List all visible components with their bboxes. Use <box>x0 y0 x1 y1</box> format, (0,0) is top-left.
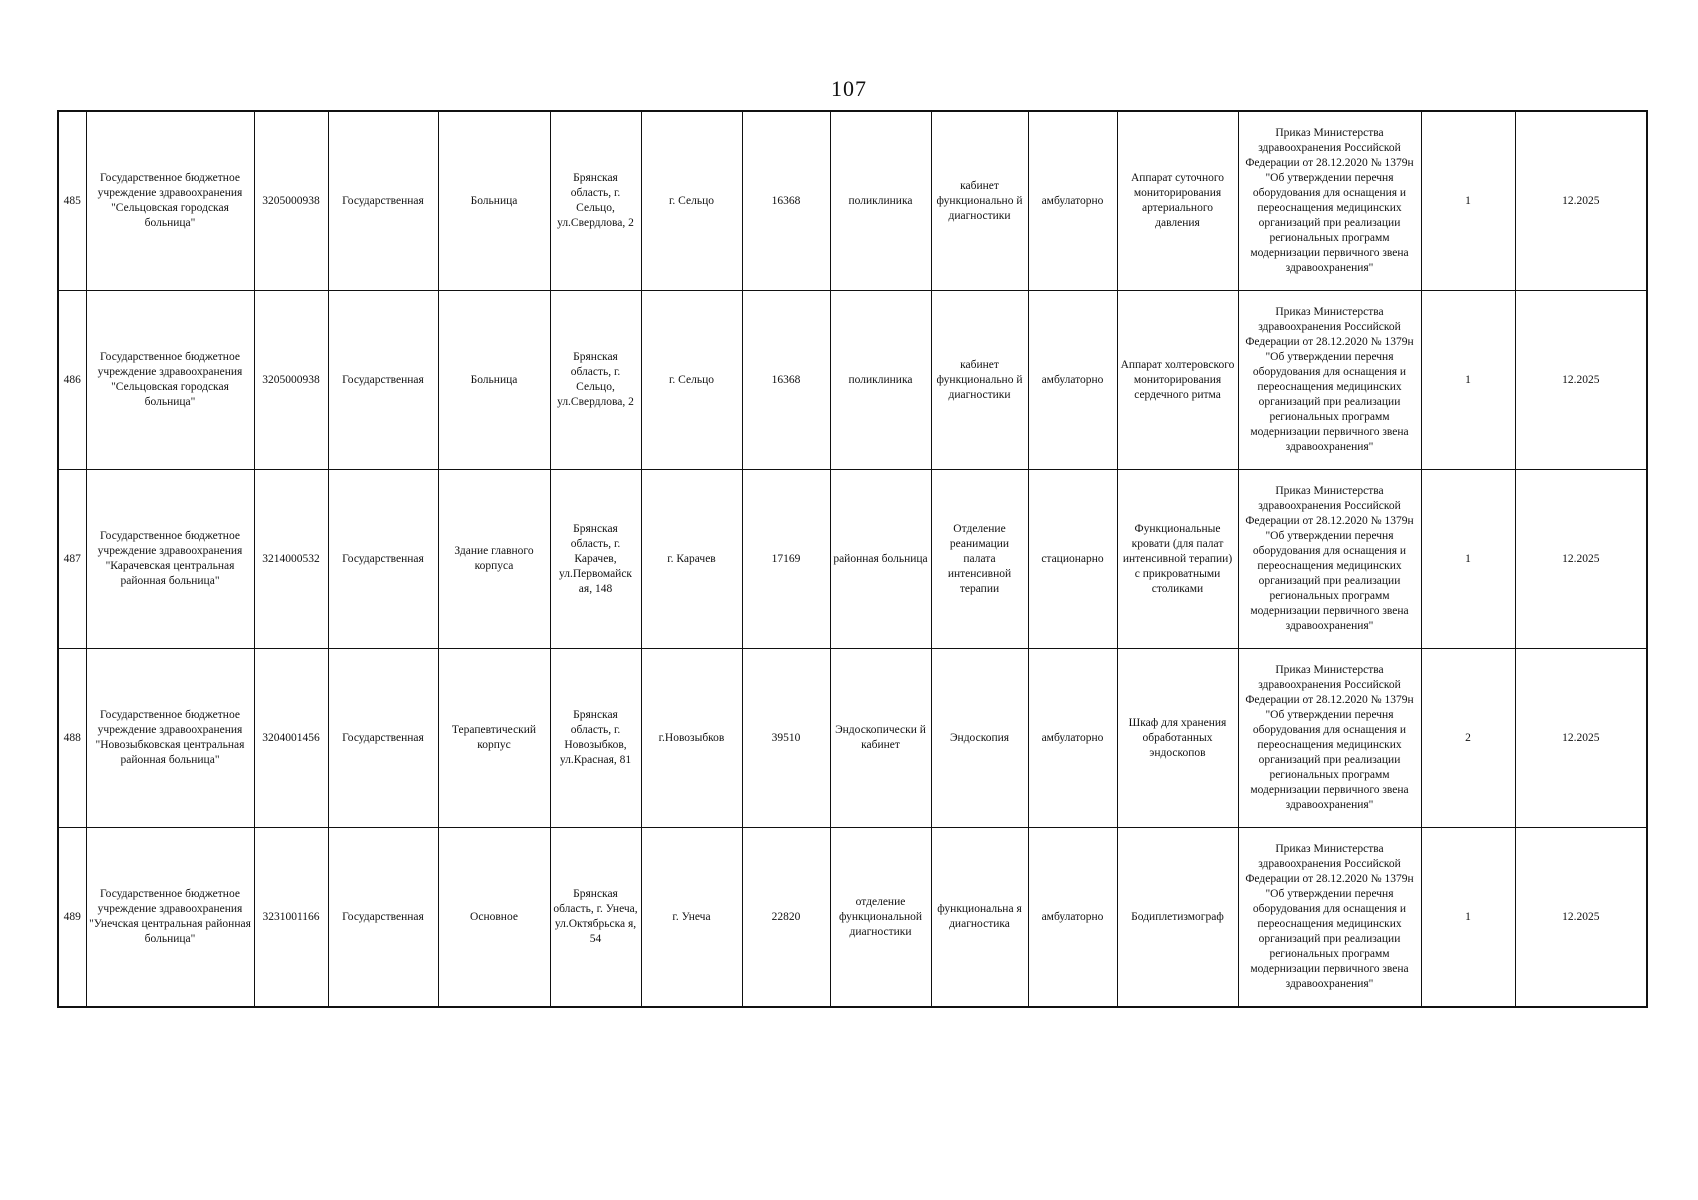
delivery-date: 12.2025 <box>1515 649 1647 828</box>
quantity: 1 <box>1421 470 1515 649</box>
care-form: амбулаторно <box>1028 649 1117 828</box>
institution-name: Государственное бюджетное учреждение здравоохранения "Сельцовская городская больница" <box>86 111 254 291</box>
settlement: г. Карачев <box>641 470 742 649</box>
row-number: 485 <box>58 111 86 291</box>
equipment-registry-table <box>57 110 1648 1008</box>
population: 16368 <box>742 111 830 291</box>
population: 17169 <box>742 470 830 649</box>
quantity: 1 <box>1421 291 1515 470</box>
equipment-name: Шкаф для хранения обработанных эндоскопов <box>1117 649 1238 828</box>
table-row <box>58 828 1647 1008</box>
row-number: 488 <box>58 649 86 828</box>
department: Эндоскопия <box>931 649 1028 828</box>
ownership-form: Государственная <box>328 291 438 470</box>
quantity: 2 <box>1421 649 1515 828</box>
row-number: 486 <box>58 291 86 470</box>
institution-name: Государственное бюджетное учреждение здравоохранения "Карачевская центральная районная больница" <box>86 470 254 649</box>
settlement: г. Сельцо <box>641 291 742 470</box>
quantity: 1 <box>1421 111 1515 291</box>
equipment-name: Бодиплетизмограф <box>1117 828 1238 1008</box>
unit-type: поликлиника <box>830 291 931 470</box>
delivery-date: 12.2025 <box>1515 291 1647 470</box>
ownership-form: Государственная <box>328 828 438 1008</box>
regulatory-order: Приказ Министерства здравоохранения Российской Федерации от 28.12.2020 № 1379н "Об утверждении перечня оборудования для оснащения и переоснащения медицинских организаций при реализации региональных программ модернизации первичного звена здравоохранения" <box>1238 649 1421 828</box>
ownership-form: Государственная <box>328 649 438 828</box>
building-name: Больница <box>438 291 550 470</box>
care-form: амбулаторно <box>1028 828 1117 1008</box>
settlement: г. Унеча <box>641 828 742 1008</box>
building-name: Терапевтический корпус <box>438 649 550 828</box>
institution-name: Государственное бюджетное учреждение здравоохранения "Новозыбковская центральная районная больница" <box>86 649 254 828</box>
unit-type: отделение функциональной диагностики <box>830 828 931 1008</box>
address: Брянская область, г. Унеча, ул.Октябрьска я, 54 <box>550 828 641 1008</box>
settlement: г. Сельцо <box>641 111 742 291</box>
address: Брянская область, г. Сельцо, ул.Свердлова, 2 <box>550 111 641 291</box>
institution-name: Государственное бюджетное учреждение здравоохранения "Унечская центральная районная больница" <box>86 828 254 1008</box>
table-row <box>58 291 1647 470</box>
table-row <box>58 111 1647 291</box>
unit-type: поликлиника <box>830 111 931 291</box>
equipment-name: Аппарат холтеровского мониторирования сердечного ритма <box>1117 291 1238 470</box>
institution-code: 3205000938 <box>254 111 328 291</box>
settlement: г.Новозыбков <box>641 649 742 828</box>
row-number: 489 <box>58 828 86 1008</box>
page-number: 107 <box>831 76 867 101</box>
equipment-name: Функциональные кровати (для палат интенсивной терапии) с прикроватными столиками <box>1117 470 1238 649</box>
department: функциональна я диагностика <box>931 828 1028 1008</box>
regulatory-order: Приказ Министерства здравоохранения Российской Федерации от 28.12.2020 № 1379н "Об утверждении перечня оборудования для оснащения и переоснащения медицинских организаций при реализации региональных программ модернизации первичного звена здравоохранения" <box>1238 111 1421 291</box>
population: 22820 <box>742 828 830 1008</box>
population: 39510 <box>742 649 830 828</box>
ownership-form: Государственная <box>328 470 438 649</box>
department: кабинет функционально й диагностики <box>931 111 1028 291</box>
regulatory-order: Приказ Министерства здравоохранения Российской Федерации от 28.12.2020 № 1379н "Об утверждении перечня оборудования для оснащения и переоснащения медицинских организаций при реализации региональных программ модернизации первичного звена здравоохранения" <box>1238 291 1421 470</box>
delivery-date: 12.2025 <box>1515 470 1647 649</box>
equipment-name: Аппарат суточного мониторирования артериального давления <box>1117 111 1238 291</box>
table-row <box>58 470 1647 649</box>
building-name: Больница <box>438 111 550 291</box>
department: Отделение реанимации палата интенсивной терапии <box>931 470 1028 649</box>
address: Брянская область, г. Сельцо, ул.Свердлова, 2 <box>550 291 641 470</box>
care-form: амбулаторно <box>1028 111 1117 291</box>
institution-code: 3214000532 <box>254 470 328 649</box>
institution-name: Государственное бюджетное учреждение здравоохранения "Сельцовская городская больница" <box>86 291 254 470</box>
ownership-form: Государственная <box>328 111 438 291</box>
care-form: стационарно <box>1028 470 1117 649</box>
care-form: амбулаторно <box>1028 291 1117 470</box>
table-body <box>58 111 1647 1007</box>
row-number: 487 <box>58 470 86 649</box>
delivery-date: 12.2025 <box>1515 111 1647 291</box>
quantity: 1 <box>1421 828 1515 1008</box>
table-row <box>58 649 1647 828</box>
institution-code: 3204001456 <box>254 649 328 828</box>
building-name: Здание главного корпуса <box>438 470 550 649</box>
address: Брянская область, г. Новозыбков, ул.Красная, 81 <box>550 649 641 828</box>
population: 16368 <box>742 291 830 470</box>
unit-type: Эндоскопически й кабинет <box>830 649 931 828</box>
institution-code: 3231001166 <box>254 828 328 1008</box>
regulatory-order: Приказ Министерства здравоохранения Российской Федерации от 28.12.2020 № 1379н "Об утверждении перечня оборудования для оснащения и переоснащения медицинских организаций при реализации региональных программ модернизации первичного звена здравоохранения" <box>1238 828 1421 1008</box>
regulatory-order: Приказ Министерства здравоохранения Российской Федерации от 28.12.2020 № 1379н "Об утверждении перечня оборудования для оснащения и переоснащения медицинских организаций при реализации региональных программ модернизации первичного звена здравоохранения" <box>1238 470 1421 649</box>
building-name: Основное <box>438 828 550 1008</box>
institution-code: 3205000938 <box>254 291 328 470</box>
department: кабинет функционально й диагностики <box>931 291 1028 470</box>
address: Брянская область, г. Карачев, ул.Первомайск ая, 148 <box>550 470 641 649</box>
unit-type: районная больница <box>830 470 931 649</box>
delivery-date: 12.2025 <box>1515 828 1647 1008</box>
